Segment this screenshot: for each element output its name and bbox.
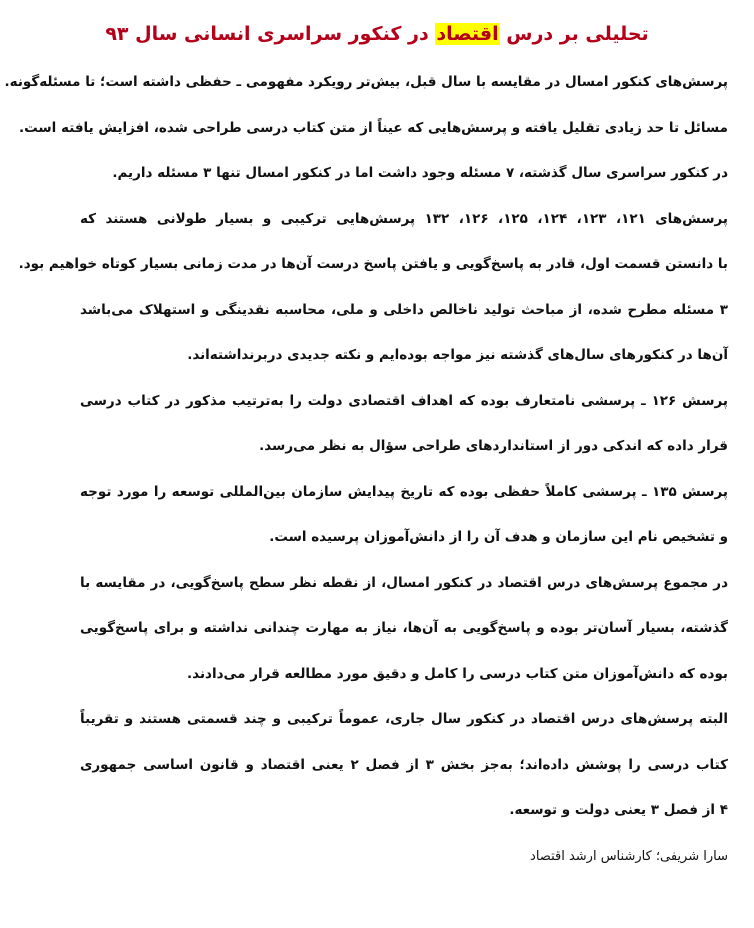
paragraph [18,197,728,288]
paragraph-line: البته پرسش‌های درس اقتصاد در کنکور سال جاری، عموماً ترکیبی و چند قسمتی هستند و تقریباً [80,711,728,727]
paragraph [4,60,728,106]
paragraph [80,561,728,698]
paragraph-line: گذشته، بسیار آسان‌تر بوده و پاسخ‌گویی به آن‌ها، نیاز به مهارت چندانی نداشته و برای پاسخ‌گویی [80,620,728,636]
title-part-2: در کنکور سراسری انسانی سال ۹۳ [105,23,436,45]
paragraph-line: پرسش ۱۲۶ ـ پرسشی نامتعارف بوده که اهداف اقتصادی دولت را به‌ترتیب مذکور در کتاب درسی [80,392,728,409]
paragraph [18,106,728,152]
paragraph-line: پرسش‌های کنکور امسال در مقایسه با سال قبل، بیش‌تر رویکرد مفهومی ـ حفظی داشته است؛ تا مسئله‌گونه. [4,74,728,90]
paragraph-line: با دانستن قسمت اول، قادر به پاسخ‌گویی و یافتن پاسخ درست آن‌ها در مدت زمانی بسیار کوتاه خواهیم بود. [18,256,728,272]
paragraph-line: آن‌ها در کنکورهای سال‌های گذشته نیز مواجه بوده‌ایم و نکته جدیدی دربرنداشته‌اند. [187,347,728,363]
article-body [4,60,728,879]
paragraph-line: بوده که دانش‌آموزان متن کتاب درسی را کامل و دقیق مورد مطالعه قرار می‌دادند. [187,665,728,682]
paragraph [80,697,728,834]
paragraph [80,379,728,470]
title-highlight: اقتصاد [436,23,499,45]
paragraph-line: ۴ از فصل ۳ یعنی دولت و توسعه. [509,802,728,818]
paragraph-line: در مجموع پرسش‌های درس اقتصاد در کنکور امسال، از نقطه نظر سطح پاسخ‌گویی، در مقایسه با [80,574,728,591]
author-signature: سارا شریفی؛ کارشناس ارشد اقتصاد [530,848,728,864]
paragraph-line: قرار داده که اندکی دور از استانداردهای طراحی سؤال به نظر می‌رسد. [259,438,728,454]
paragraph [80,288,728,379]
paragraph [80,151,728,197]
paragraph-line: و تشخیص نام این سازمان و هدف آن را از دانش‌آموزان پرسیده است. [269,529,728,545]
paragraph-line: پرسش‌های ۱۲۱، ۱۲۳، ۱۲۴، ۱۲۵، ۱۲۶، ۱۳۲ پرسش‌هایی ترکیبی و بسیار طولانی هستند که [80,210,728,227]
paragraph-line: ۳ مسئله مطرح شده، از مباحث تولید ناخالص داخلی و ملی، محاسبه نقدینگی و استهلاک می‌باشد [80,301,728,318]
article-title [0,20,754,48]
paragraph-line: کتاب درسی را پوشش داده‌اند؛ به‌جز بخش ۳ از فصل ۲ یعنی اقتصاد و قانون اساسی جمهوری [80,756,728,773]
paragraph [80,470,728,561]
title-part-1: تحلیلی بر درس [499,23,649,45]
paragraph-line: پرسش ۱۳۵ ـ پرسشی کاملاً حفظی بوده که تاریخ پیدایش سازمان بین‌المللی توسعه را مورد توجه [80,483,728,500]
paragraph-line: مسائل تا حد زیادی تقلیل یافته و پرسش‌هایی که عیناً از متن کتاب درسی طراحی شده، افزایش یافته است. [18,119,728,136]
paragraph-line: در کنکور سراسری سال گذشته، ۷ مسئله وجود داشت اما در کنکور امسال تنها ۳ مسئله داریم. [112,165,728,181]
